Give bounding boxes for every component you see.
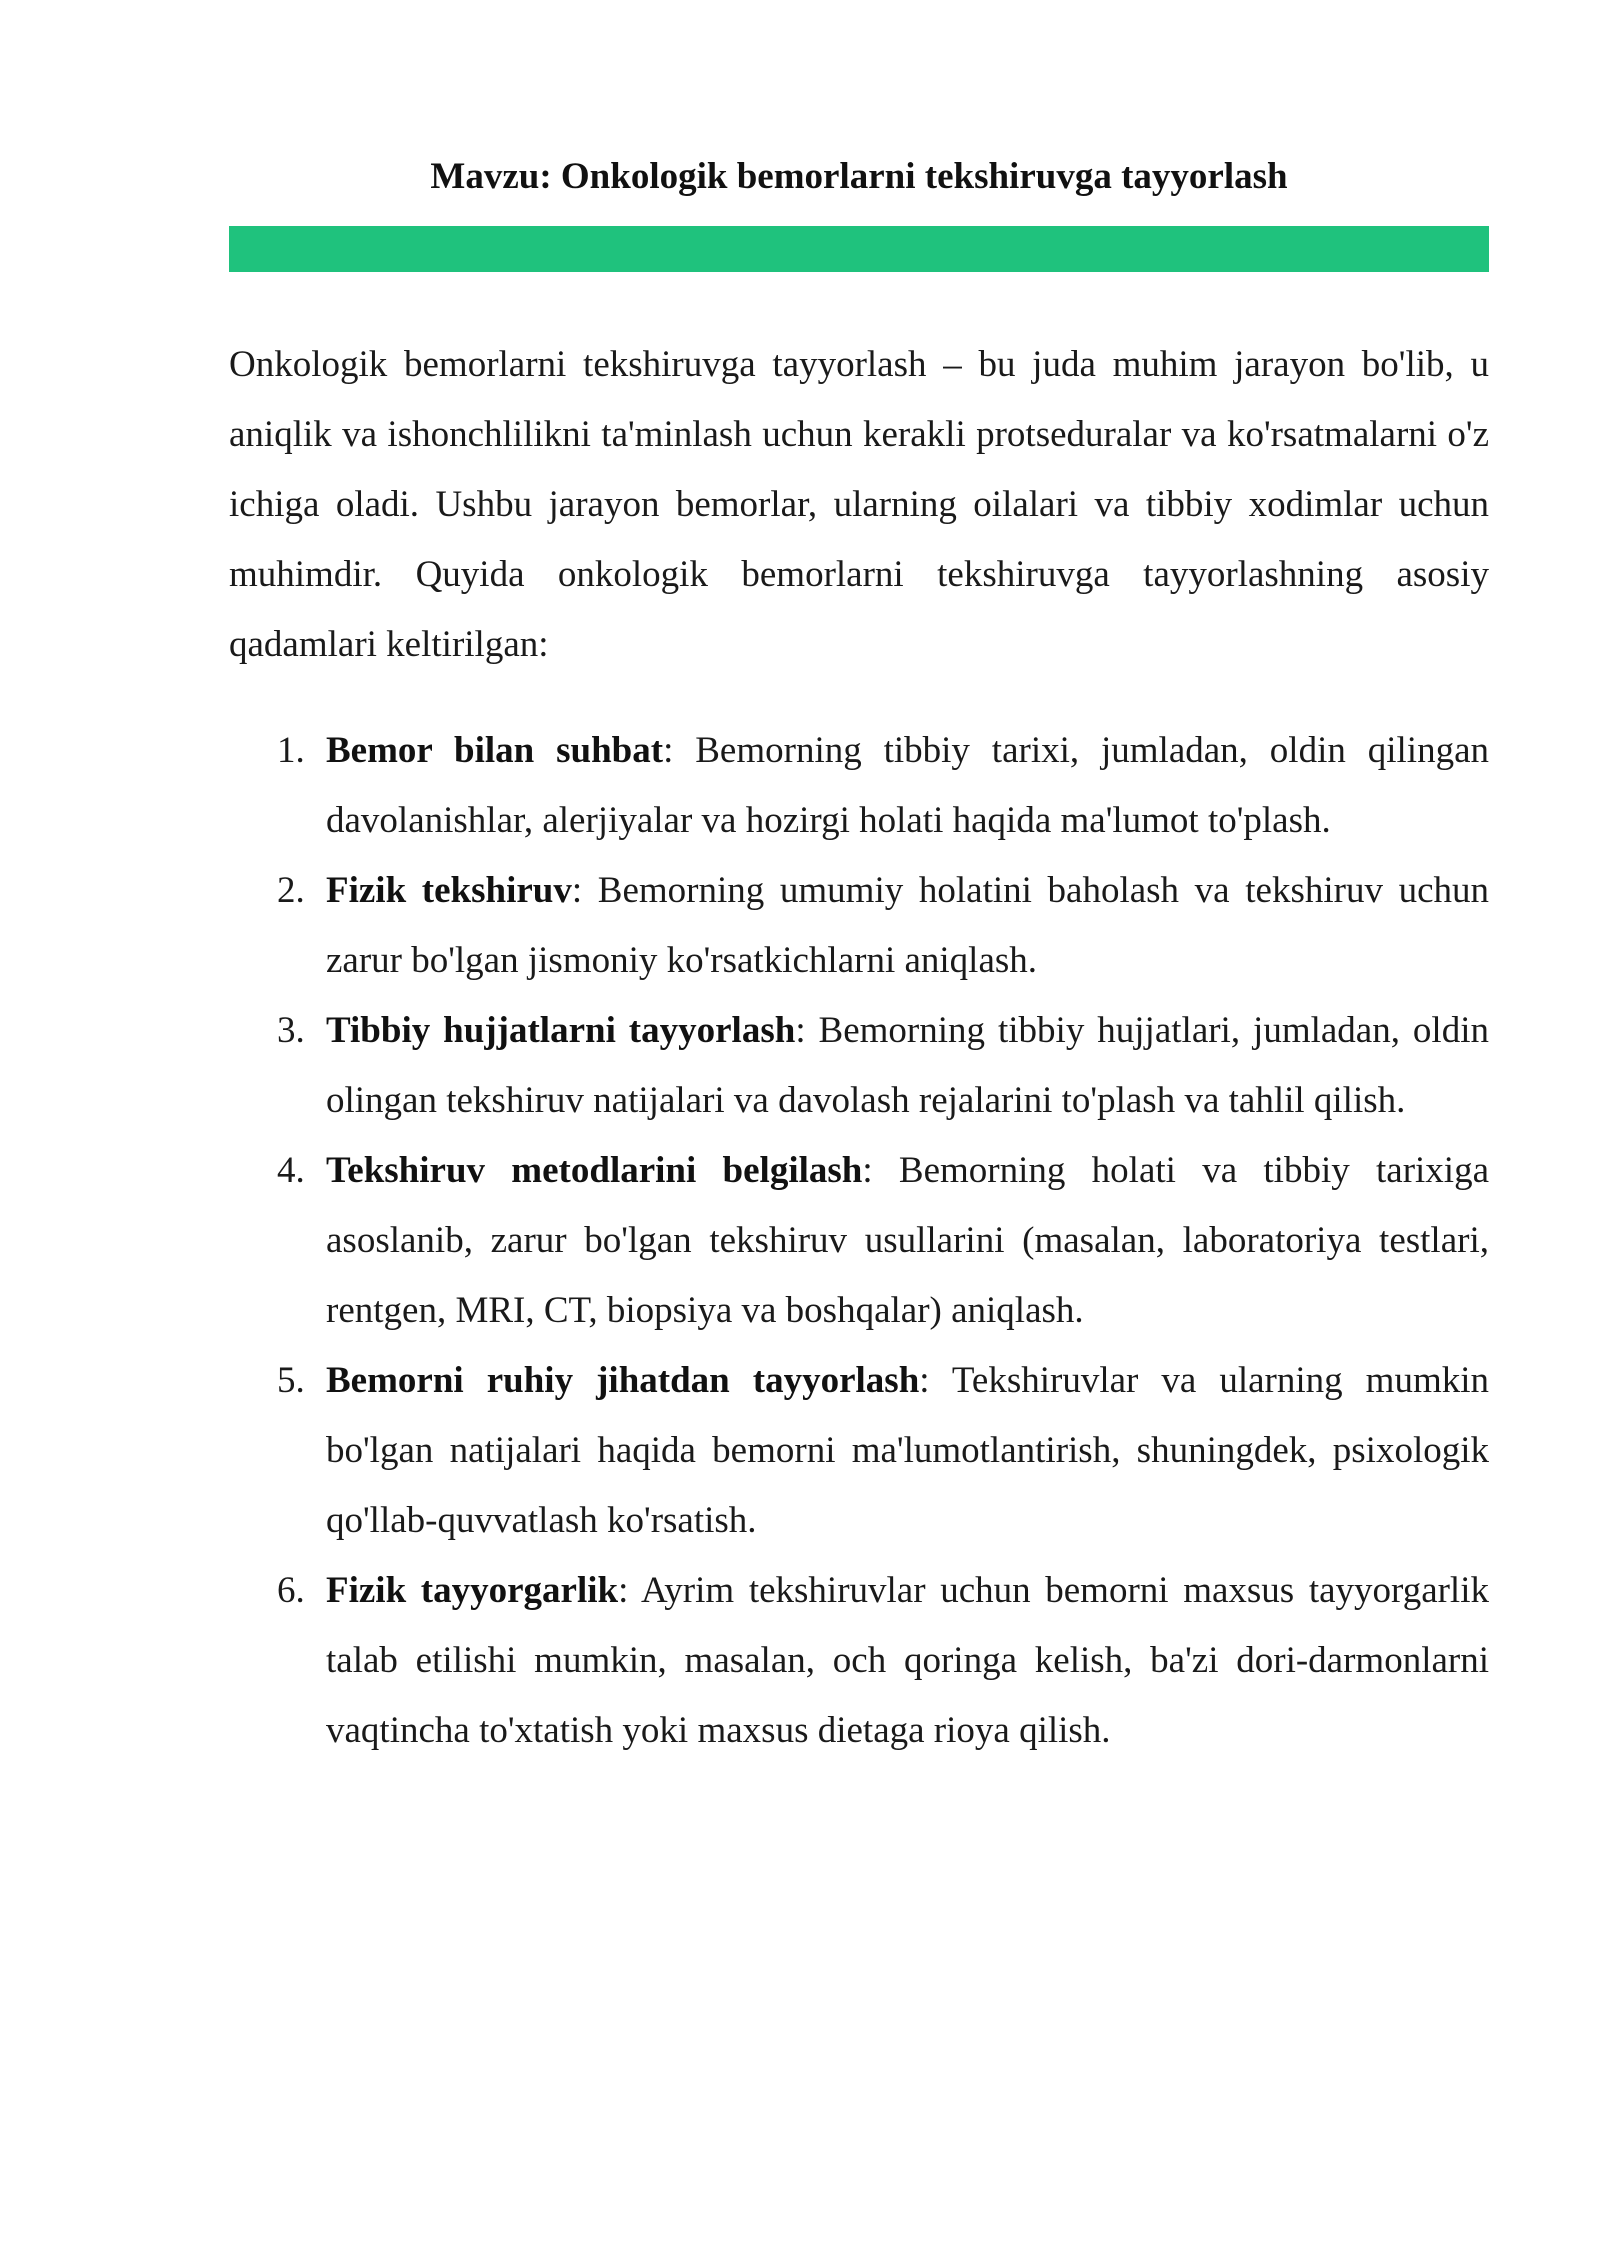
list-item-text: : Bemorning tibbiy tarixi, jumladan, oldin qilingan davolanishlar, alerjiyalar va hozirgi holati haqida ma'lumot to'plash. bbox=[326, 730, 1489, 841]
list-item bbox=[229, 1136, 1489, 1346]
list-item-number: 1. bbox=[277, 730, 305, 771]
steps-list bbox=[229, 716, 1489, 1766]
list-item-term: Tibbiy hujjatlarni tayyorlash bbox=[326, 1010, 796, 1051]
list-item-term: Fizik tayyorgarlik bbox=[326, 1570, 619, 1611]
list-item bbox=[229, 856, 1489, 996]
list-item-number: 4. bbox=[277, 1150, 305, 1191]
list-item-number: 2. bbox=[277, 870, 305, 911]
list-item-number: 6. bbox=[277, 1570, 305, 1611]
list-item-term: Fizik tekshiruv bbox=[326, 870, 572, 911]
list-item-term: Tekshiruv metodlarini belgilash bbox=[326, 1150, 863, 1191]
list-item-text: : Bemorning holati va tibbiy tarixiga asoslanib, zarur bo'lgan tekshiruv usullarini (masalan, laboratoriya testlari, rentgen, MRI, CT, biopsiya va boshqalar) aniqlash. bbox=[326, 1150, 1489, 1331]
page-content bbox=[229, 150, 1489, 1766]
list-item bbox=[229, 996, 1489, 1136]
list-item bbox=[229, 716, 1489, 856]
list-item bbox=[229, 1556, 1489, 1766]
list-item-term: Bemor bilan suhbat bbox=[326, 730, 664, 771]
intro-paragraph: Onkologik bemorlarni tekshiruvga tayyorlash – bu juda muhim jarayon bo'lib, u aniqlik va ishonchlilikni ta'minlash uchun kerakli protseduralar va ko'rsatmalarni o'z ichiga oladi. Ushbu jarayon bemorlar, ularning oilalari va tibbiy xodimlar uchun muhimdir. Quyida onkologik bemorlarni tekshiruvga tayyorlashning asosiy qadamlari keltirilgan: bbox=[229, 344, 1489, 665]
list-item-number: 5. bbox=[277, 1360, 305, 1401]
list-item bbox=[229, 1346, 1489, 1556]
list-item-text: : Bemorning tibbiy hujjatlari, jumladan, oldin olingan tekshiruv natijalari va davolash rejalarini to'plash va tahlil qilish. bbox=[326, 1010, 1489, 1121]
list-item-text: : Ayrim tekshiruvlar uchun bemorni maxsus tayyorgarlik talab etilishi mumkin, masalan, och qoringa kelish, ba'zi dori-darmonlarni vaqtincha to'xtatish yoki maxsus dietaga rioya qilish. bbox=[326, 1570, 1489, 1751]
document-title: Mavzu: Onkologik bemorlarni tekshiruvga tayyorlash bbox=[430, 156, 1288, 197]
list-item-term: Bemorni ruhiy jihatdan tayyorlash bbox=[326, 1360, 920, 1401]
list-item-text: : Bemorning umumiy holatini baholash va tekshiruv uchun zarur bo'lgan jismoniy ko'rsatkichlarni aniqlash. bbox=[326, 870, 1489, 981]
list-item-text: : Tekshiruvlar va ularning mumkin bo'lgan natijalari haqida bemorni ma'lumotlantirish, shuningdek, psixologik qo'llab-quvvatlash ko'rsatish. bbox=[326, 1360, 1490, 1541]
title-accent-bar bbox=[229, 226, 1489, 272]
list-item-number: 3. bbox=[277, 1010, 305, 1051]
